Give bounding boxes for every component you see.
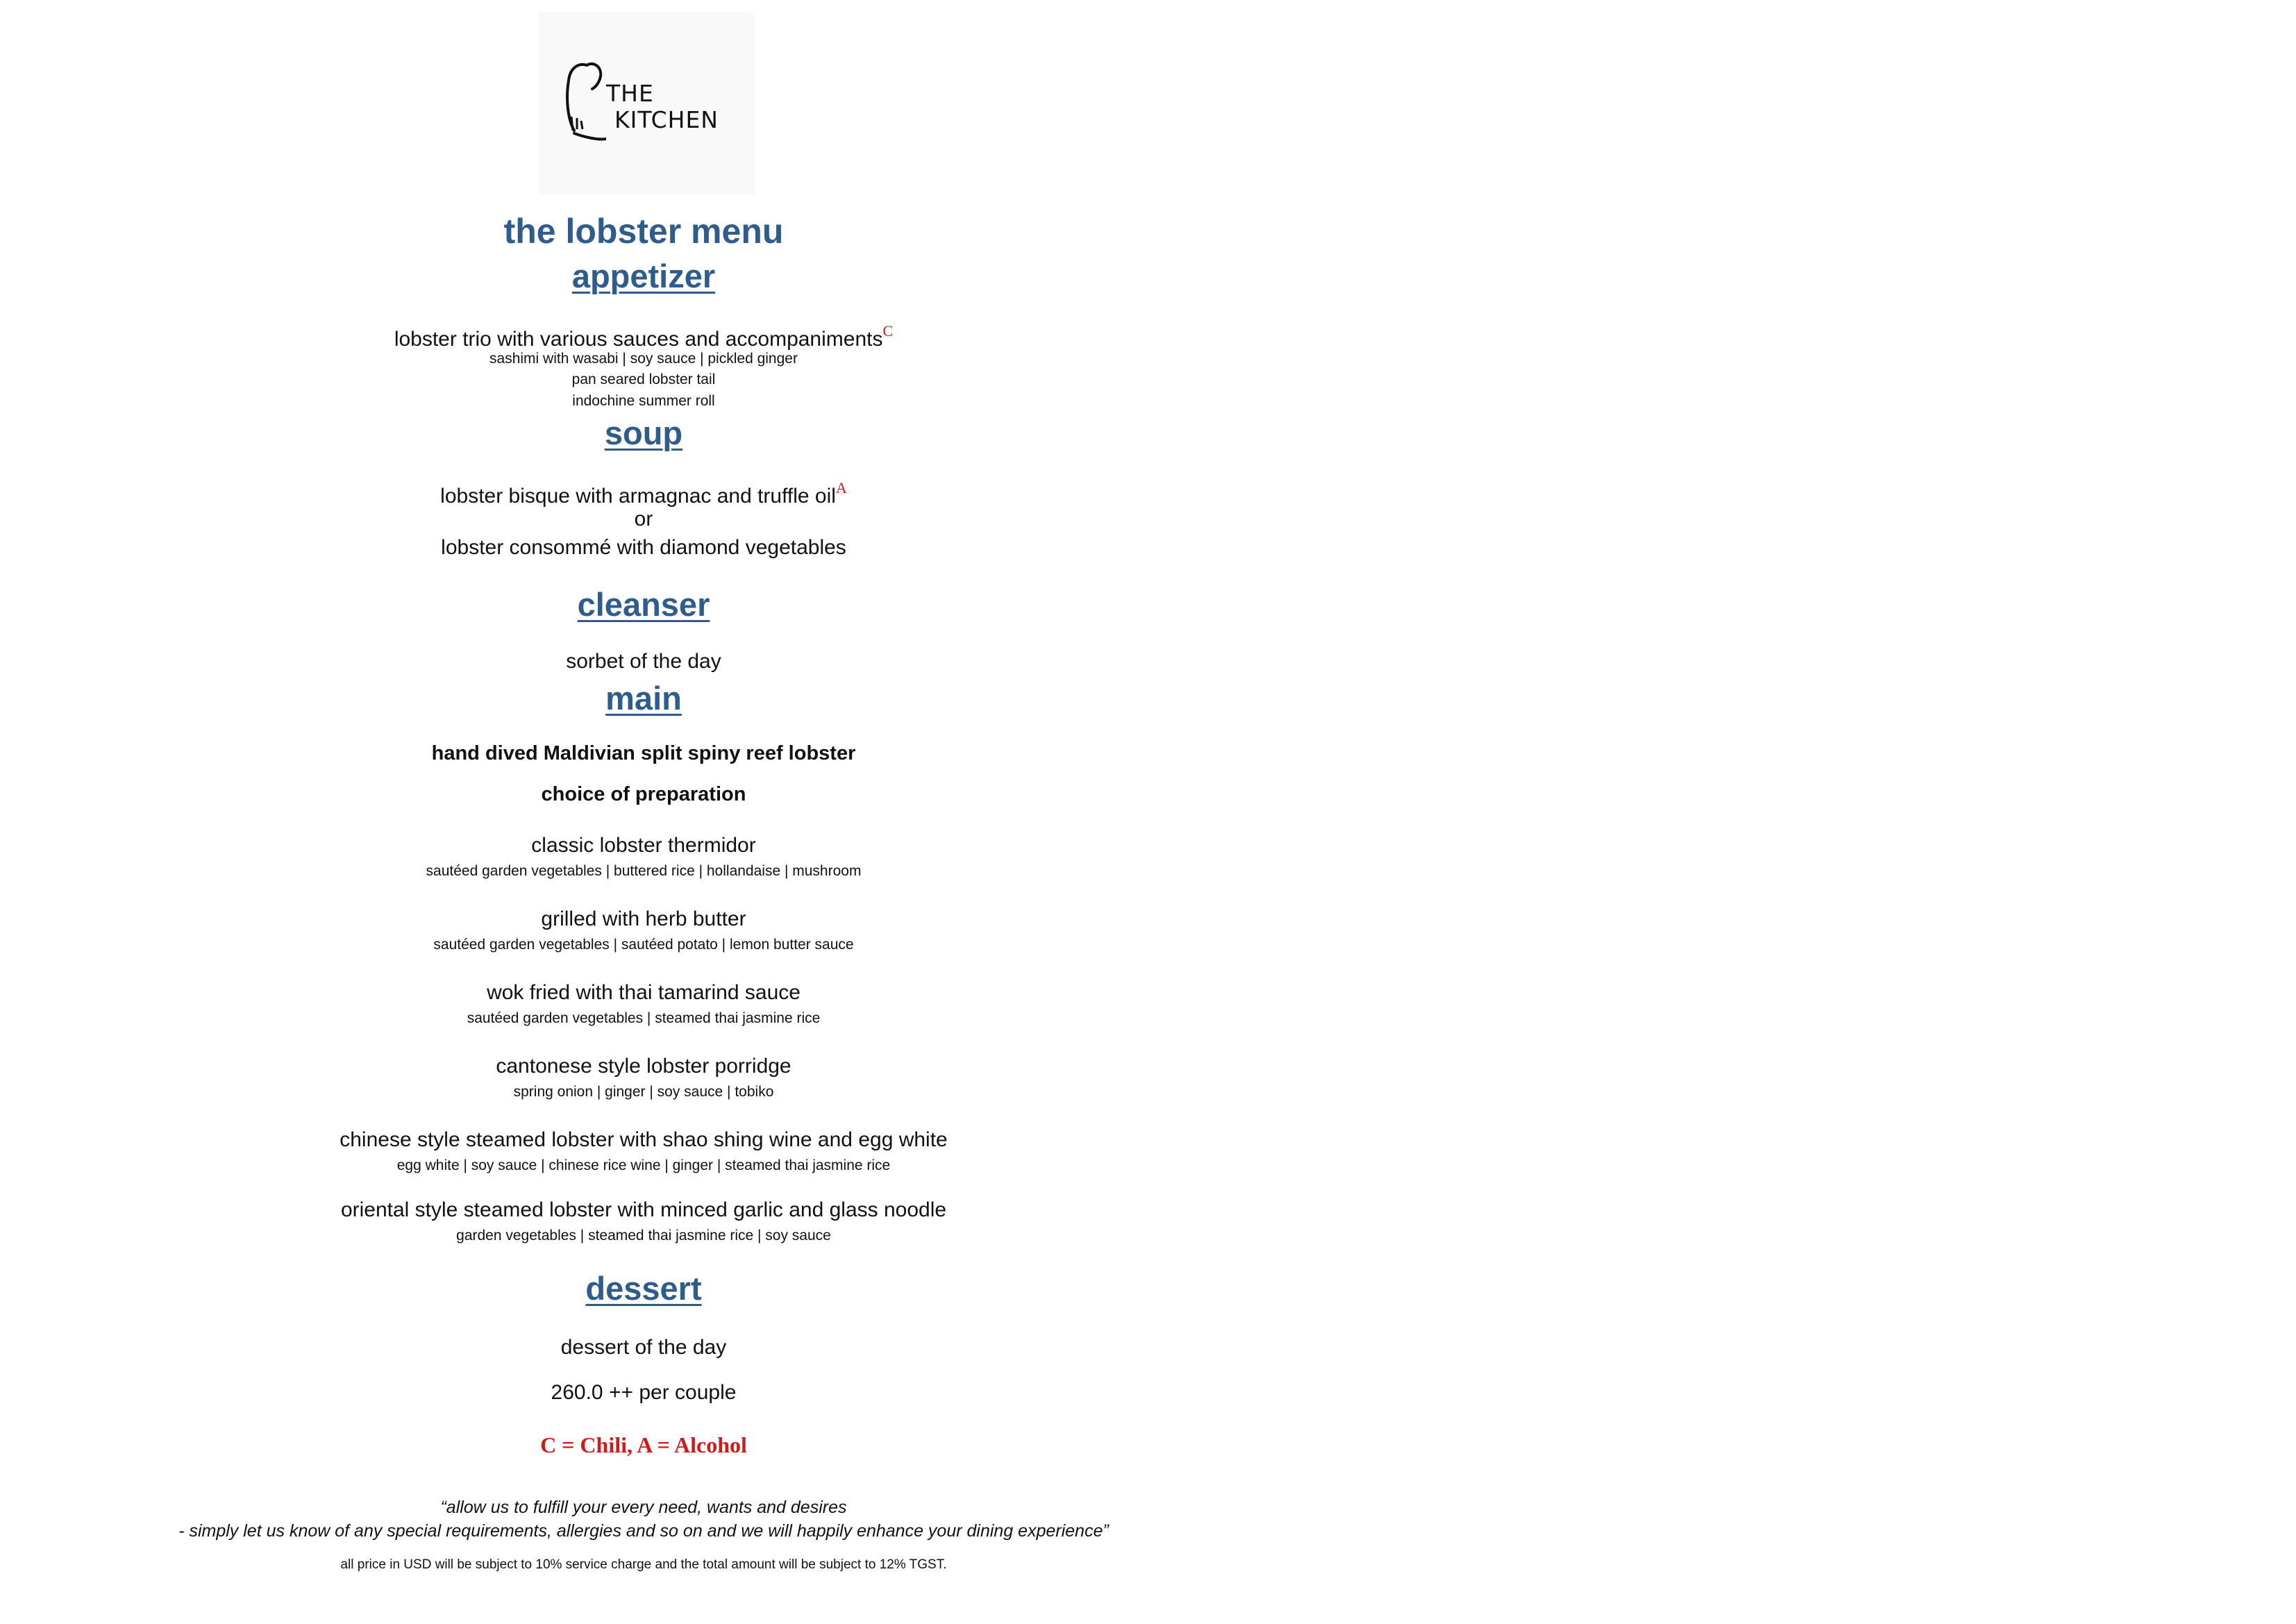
menu-title: the lobster menu bbox=[503, 212, 784, 251]
main-dish-3: wok fried with thai tamarind sauce bbox=[487, 981, 801, 1004]
section-heading-main: main bbox=[605, 680, 682, 717]
quote-line-1: “allow us to fulfill your every need, wants and desires bbox=[440, 1498, 847, 1517]
quote-line-2: - simply let us know of any special requirements, allergies and so on and we will happily enhance your dining experience” bbox=[178, 1521, 1109, 1541]
main-dish-4-detail: spring onion | ginger | soy sauce | tobiko bbox=[513, 1084, 774, 1100]
logo-line-1: THE bbox=[606, 80, 654, 107]
main-dish-4: cantonese style lobster porridge bbox=[496, 1055, 791, 1078]
appetizer-detail-2: pan seared lobster tail bbox=[571, 371, 716, 387]
soup-option-2: lobster consommé with diamond vegetables bbox=[441, 536, 846, 559]
cleanser-dish: sorbet of the day bbox=[566, 650, 721, 673]
main-dish-6: oriental style steamed lobster with minced garlic and glass noodle bbox=[340, 1198, 947, 1221]
price-footnote: all price in USD will be subject to 10% service charge and the total amount will be subject to 12% TGST. bbox=[340, 1557, 947, 1572]
appetizer-dish bbox=[0, 322, 1287, 351]
main-dish-1-detail: sautéed garden vegetables | buttered rice | hollandaise | mushroom bbox=[426, 863, 862, 879]
soup-option-1-name: lobster bisque with armagnac and truffle oil bbox=[440, 485, 836, 508]
chili-marker: C bbox=[882, 322, 894, 340]
allergen-legend: C = Chili, A = Alcohol bbox=[540, 1432, 747, 1457]
main-intro: hand dived Maldivian split spiny reef lobster bbox=[431, 742, 856, 764]
main-dish-5-detail: egg white | soy sauce | chinese rice wine | ginger | steamed thai jasmine rice bbox=[396, 1157, 891, 1173]
main-dish-1: classic lobster thermidor bbox=[531, 834, 756, 857]
alcohol-marker: A bbox=[835, 479, 847, 496]
main-dish-2-detail: sautéed garden vegetables | sautéed potato | lemon butter sauce bbox=[433, 937, 854, 953]
soup-option-1 bbox=[0, 479, 1287, 508]
appetizer-dish-name: lobster trio with various sauces and accompaniments bbox=[394, 328, 883, 351]
section-heading-soup: soup bbox=[604, 415, 683, 451]
section-heading-appetizer: appetizer bbox=[571, 258, 716, 294]
main-choice: choice of preparation bbox=[541, 783, 746, 805]
soup-or: or bbox=[634, 508, 653, 530]
appetizer-detail-1: sashimi with wasabi | soy sauce | pickled ginger bbox=[489, 351, 798, 367]
appetizer-detail-3: indochine summer roll bbox=[572, 393, 715, 409]
main-dish-3-detail: sautéed garden vegetables | steamed thai jasmine rice bbox=[467, 1010, 821, 1026]
main-dish-2: grilled with herb butter bbox=[541, 907, 746, 930]
dessert-dish: dessert of the day bbox=[560, 1336, 727, 1359]
logo-line-2: KITCHEN bbox=[614, 106, 719, 133]
main-dish-6-detail: garden vegetables | steamed thai jasmine rice | soy sauce bbox=[456, 1228, 831, 1244]
main-dish-5: chinese style steamed lobster with shao shing wine and egg white bbox=[340, 1128, 948, 1151]
price: 260.0 ++ per couple bbox=[551, 1381, 737, 1404]
section-heading-cleanser: cleanser bbox=[577, 586, 710, 623]
section-heading-dessert: dessert bbox=[585, 1270, 702, 1307]
logo-wordmark bbox=[606, 81, 719, 133]
restaurant-logo bbox=[538, 12, 755, 194]
chef-hat-icon bbox=[564, 49, 606, 146]
